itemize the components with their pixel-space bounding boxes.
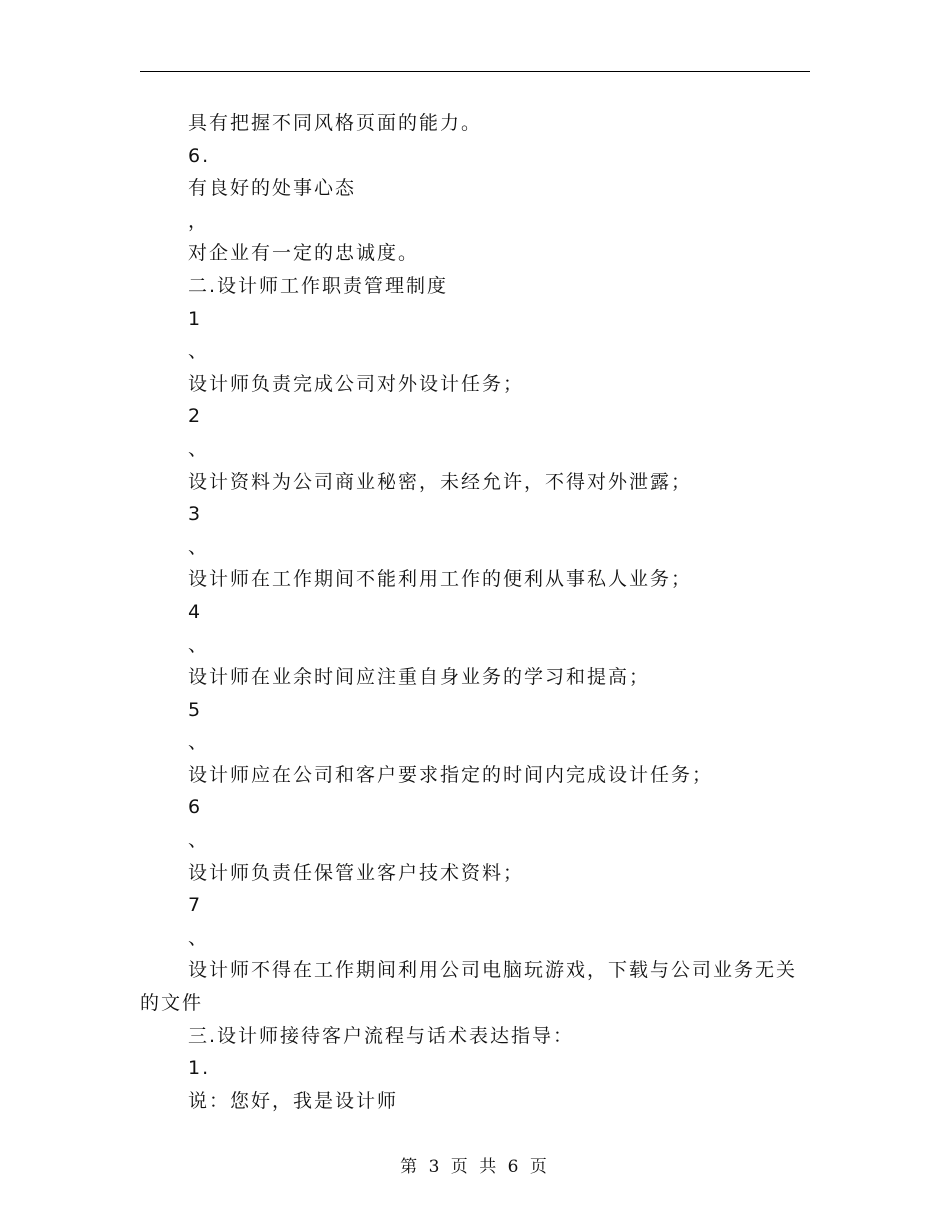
punctuation-line: 、 (188, 633, 210, 656)
text-line: 设计师负责任保管业客户技术资料； (188, 861, 525, 884)
text-line: 具有把握不同风格页面的能力。 (188, 112, 483, 134)
text-line: 设计师负责完成公司对外设计任务； (188, 372, 525, 395)
section-heading: 三.设计师接待客户流程与话术表达指导： (188, 1024, 575, 1047)
list-number: 4 (188, 600, 203, 623)
list-number: 1 (188, 307, 203, 330)
list-number: 6 (188, 796, 203, 819)
punctuation-line: ， (188, 209, 210, 232)
page-footer: 第 3 页 共 6 页 (400, 1157, 550, 1177)
text-line: 对企业有一定的忠诚度。 (188, 242, 420, 265)
punctuation-line: 、 (188, 731, 210, 754)
punctuation-line: 、 (188, 340, 210, 363)
text-line: 设计师应在公司和客户要求指定的时间内完成设计任务； (188, 763, 714, 786)
list-number: 7 (188, 894, 203, 917)
text-line: 有良好的处事心态 (188, 177, 357, 200)
punctuation-line: 、 (188, 437, 210, 460)
document-body (140, 107, 800, 1117)
punctuation-line: 、 (188, 535, 210, 558)
section-heading: 二.设计师工作职责管理制度 (188, 274, 449, 297)
punctuation-line: 、 (188, 926, 210, 949)
list-number: 2 (188, 405, 203, 428)
list-number: 3 (188, 503, 203, 526)
header-rule (140, 71, 810, 72)
text-line: 说：您好，我是设计师 (188, 1089, 399, 1112)
list-number: 5 (188, 698, 203, 721)
text-line: 设计师在业余时间应注重自身业务的学习和提高； (188, 666, 651, 689)
list-number: 1. (188, 1057, 211, 1080)
text-line: 设计资料为公司商业秘密，未经允许，不得对外泄露； (188, 470, 693, 493)
punctuation-line: 、 (188, 829, 210, 852)
text-line: 设计师在工作期间不能利用工作的便利从事私人业务； (188, 568, 693, 591)
list-number: 6. (188, 144, 211, 167)
wrapped-paragraph: 设计师不得在工作期间利用公司电脑玩游戏，下载与公司业务无关的文件 (140, 959, 798, 1015)
